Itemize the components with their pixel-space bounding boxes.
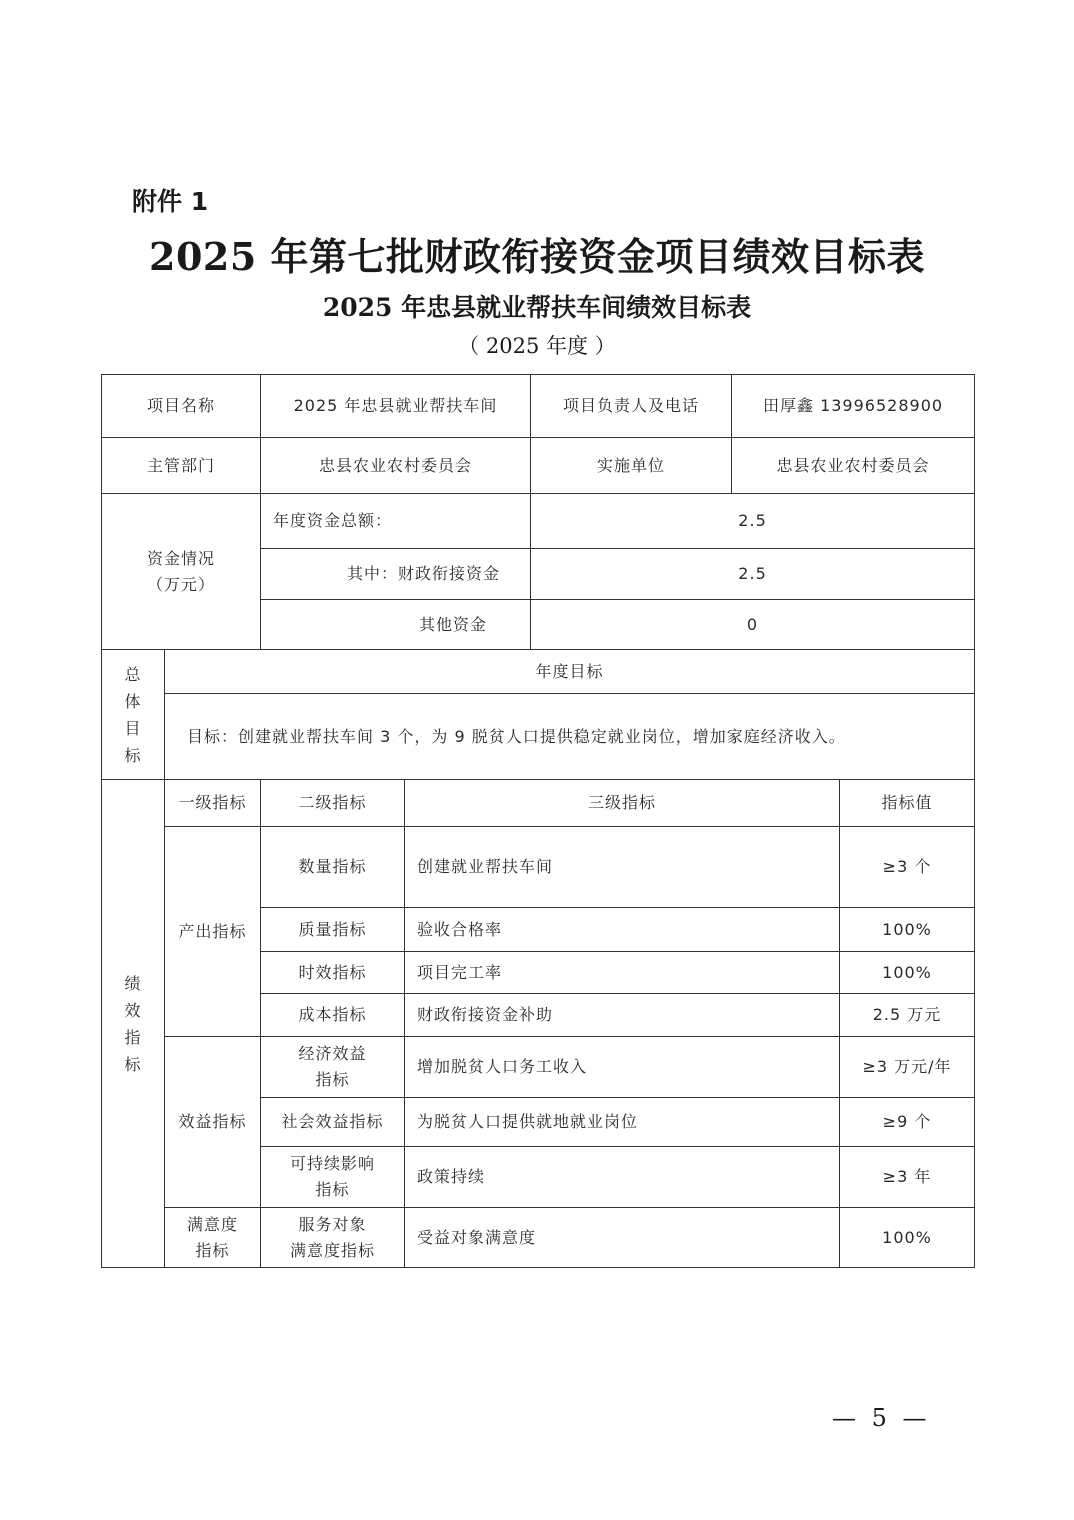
header-level2: 二级指标 [261,780,405,827]
level2-line: 可持续影响 [290,1154,376,1173]
page-subtitle: 2025 年忠县就业帮扶车间绩效目标表 [322,293,752,322]
table-row [102,780,975,827]
value-cell: ≥3 万元/年 [840,1037,975,1098]
level3-cell: 项目完工率 [405,952,840,994]
goal-label [102,650,165,780]
level2-cell: 数量指标 [261,827,405,908]
funds-total-value: 2.5 [531,494,975,549]
level3-cell: 增加脱贫人口务工收入 [405,1037,840,1098]
table-row [102,1208,975,1268]
indicators-label-char: 指 [124,1027,142,1047]
value-cell: 2.5 万元 [840,994,975,1037]
dept-label: 主管部门 [102,438,261,494]
goal-label-char: 目 [124,718,142,738]
year-label: （ 2025 年度 ） [458,334,616,358]
funds-label [102,494,261,650]
table-row [102,650,975,694]
level3-cell: 验收合格率 [405,908,840,952]
annual-goal-label: 年度目标 [165,650,975,694]
level2-cell [261,1037,405,1098]
goal-label-char: 标 [124,745,142,765]
table-row [102,827,975,908]
header-value: 指标值 [840,780,975,827]
unit-value: 忠县农业农村委员会 [732,438,975,494]
project-name-value: 2025 年忠县就业帮扶车间 [261,375,531,438]
funds-total-label: 年度资金总额： [261,494,531,549]
level2-cell: 社会效益指标 [261,1098,405,1147]
goal-text: 目标：创建就业帮扶车间 3 个，为 9 脱贫人口提供稳定就业岗位，增加家庭经济收入。 [165,694,975,780]
header-level3: 三级指标 [405,780,840,827]
table-row [102,694,975,780]
header-level1: 一级指标 [165,780,261,827]
level3-cell: 创建就业帮扶车间 [405,827,840,908]
performance-table [101,374,975,1268]
level2-cell: 质量指标 [261,908,405,952]
output-indicator-label: 产出指标 [165,827,261,1037]
value-cell: ≥3 年 [840,1147,975,1208]
funds-label-line1: 资金情况 [147,548,216,568]
value-cell: 100% [840,908,975,952]
level2-cell [261,1208,405,1268]
project-name-label: 项目名称 [102,375,261,438]
indicators-label-char: 标 [124,1054,142,1074]
attachment-label: 附件 1 [132,187,209,216]
unit-label: 实施单位 [531,438,732,494]
leader-value: 田厚鑫 13996528900 [732,375,975,438]
indicators-label [102,780,165,1268]
funds-other-value: 0 [531,600,975,650]
level2-line: 指标 [315,1180,350,1199]
funds-fiscal-label: 其中：财政衔接资金 [261,549,531,600]
level3-cell: 为脱贫人口提供就地就业岗位 [405,1098,840,1147]
table-row [102,438,975,494]
satisfaction-label-line: 满意度 [187,1214,239,1234]
goal-label-char: 总 [124,664,142,684]
goal-label-char: 体 [124,691,142,711]
indicators-label-char: 效 [124,1000,142,1020]
level2-line: 指标 [315,1070,350,1089]
funds-other-label: 其他资金 [261,600,531,650]
table-row [102,494,975,549]
funds-label-line2: （万元） [147,574,216,594]
level3-cell: 受益对象满意度 [405,1208,840,1268]
value-cell: ≥3 个 [840,827,975,908]
leader-label: 项目负责人及电话 [531,375,732,438]
level3-cell: 政策持续 [405,1147,840,1208]
level2-line: 服务对象 [298,1214,367,1234]
satisfaction-label-line: 指标 [195,1240,230,1260]
level2-cell: 成本指标 [261,994,405,1037]
value-cell: 100% [840,1208,975,1268]
value-cell: 100% [840,952,975,994]
table-row [102,1037,975,1098]
level2-line: 经济效益 [298,1044,367,1063]
page-number: — 5 — [832,1404,931,1432]
dept-value: 忠县农业农村委员会 [261,438,531,494]
level3-cell: 财政衔接资金补助 [405,994,840,1037]
satisfaction-indicator-label [165,1208,261,1268]
level2-cell: 时效指标 [261,952,405,994]
table-row [102,375,975,438]
value-cell: ≥9 个 [840,1098,975,1147]
level2-cell [261,1147,405,1208]
page-title: 2025 年第七批财政衔接资金项目绩效目标表 [149,234,925,279]
funds-fiscal-value: 2.5 [531,549,975,600]
level2-line: 满意度指标 [290,1240,376,1260]
benefit-indicator-label: 效益指标 [165,1037,261,1208]
indicators-label-char: 绩 [124,973,142,993]
